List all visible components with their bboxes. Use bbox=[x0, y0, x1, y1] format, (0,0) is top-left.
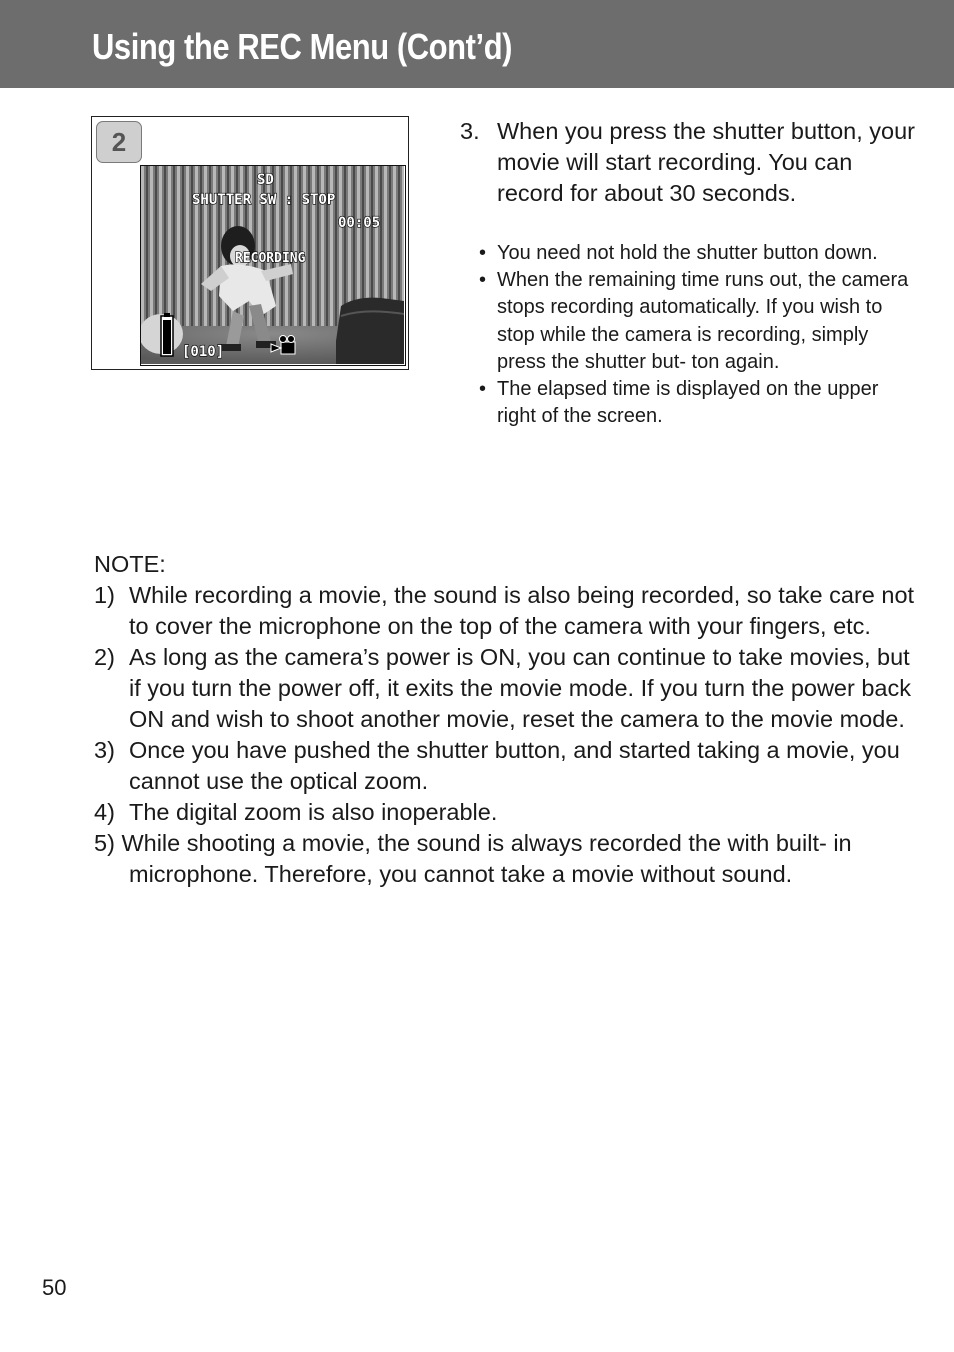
lcd-counter: [010] bbox=[182, 344, 225, 360]
note-item-text: The digital zoom is also inoperable. bbox=[129, 799, 498, 825]
note-list bbox=[94, 580, 924, 890]
lcd-shutter-label: SHUTTER SW : STOP bbox=[192, 192, 336, 208]
sofa bbox=[336, 298, 404, 364]
step-badge: 2 bbox=[96, 121, 142, 163]
bullet-text: The elapsed time is displayed on the upper right of the screen. bbox=[497, 378, 879, 428]
note-item-number: 4) bbox=[94, 799, 115, 825]
lcd-sd-label: SD bbox=[257, 172, 274, 188]
note-item-text: While shooting a movie, the sound is always recorded the with built- in microphone. Therefore, you cannot take a movie without sound. bbox=[121, 830, 852, 887]
note-item-number: 2) bbox=[94, 644, 115, 670]
lcd-screen-photo bbox=[140, 165, 406, 366]
note-item bbox=[94, 828, 924, 890]
step-bullets bbox=[478, 240, 918, 430]
note-item-text: Once you have pushed the shutter button, and started taking a movie, you cannot use the optical zoom. bbox=[129, 737, 900, 794]
camera-screen-figure bbox=[91, 116, 409, 370]
bullet-item: • You need not hold the shutter button down. bbox=[479, 242, 878, 264]
note-item bbox=[94, 580, 924, 642]
lcd-recording-label: RECORDING bbox=[235, 251, 306, 266]
bullet-text: When the remaining time runs out, the camera stops recording automatically. If you wish to stop while the camera is recording, simply press the shutter but- ton again. bbox=[497, 269, 909, 373]
note-item-text: While recording a movie, the sound is also being recorded, so take care not to cover the microphone on the top of the camera with your fingers, etc. bbox=[129, 582, 915, 639]
note-heading: NOTE: bbox=[94, 551, 166, 577]
battery-icon bbox=[161, 313, 173, 356]
page-number: 50 bbox=[42, 1275, 67, 1300]
note-item-number: 5) bbox=[94, 830, 115, 856]
lcd-timer: 00:05 bbox=[338, 215, 381, 231]
note-item bbox=[94, 797, 924, 828]
bullet-text: You need not hold the shutter button down. bbox=[497, 242, 878, 264]
note-item bbox=[94, 642, 924, 735]
note-item-text: As long as the camera’s power is ON, you can continue to take movies, but if you turn the power off, it exits the movie mode. If you turn the power back ON and wish to shoot another movie, reset the camera to the movie mode. bbox=[129, 644, 911, 732]
step-number: 3. bbox=[460, 118, 480, 144]
step-text: When you press the shutter button, your movie will start recording. You can record for about 30 seconds. bbox=[497, 118, 916, 206]
note-item-number: 3) bbox=[94, 737, 115, 763]
page-header bbox=[0, 0, 954, 88]
note-item-number: 1) bbox=[94, 582, 115, 608]
bullet-item: • When the remaining time runs out, the camera stops recording automatically. If you wish to stop while the camera is recording, simply press the shutter but- ton again. bbox=[479, 269, 909, 373]
bullet-item: • The elapsed time is displayed on the upper right of the screen. bbox=[479, 378, 879, 428]
note-item bbox=[94, 735, 924, 797]
note-section bbox=[94, 549, 924, 890]
page-title: Using the REC Menu (Cont’d) bbox=[92, 26, 513, 67]
